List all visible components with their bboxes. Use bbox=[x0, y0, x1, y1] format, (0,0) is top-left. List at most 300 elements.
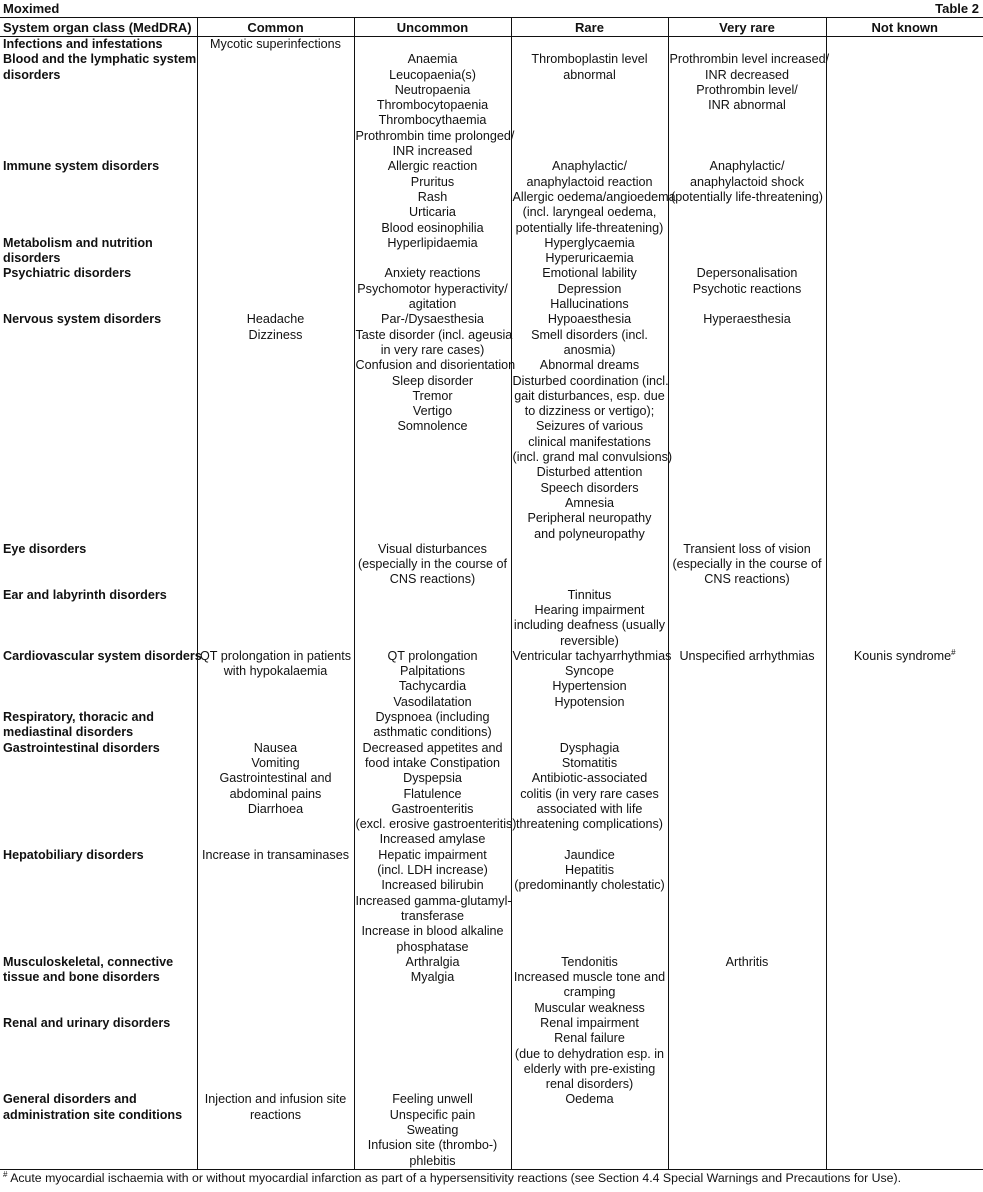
document-header bbox=[0, 0, 983, 17]
entry-text: Stomatitis bbox=[561, 755, 618, 770]
reaction-entry bbox=[513, 955, 667, 970]
cell-soc bbox=[0, 1092, 197, 1169]
column-header-common: Common bbox=[197, 18, 354, 37]
table-row bbox=[0, 312, 983, 541]
entry-text: Urticaria bbox=[409, 205, 456, 220]
entry-text: INR increased bbox=[392, 144, 473, 159]
entry-text: abnormal bbox=[563, 67, 616, 82]
reaction-entry bbox=[356, 756, 510, 771]
reaction-entry bbox=[513, 695, 667, 710]
entry-text: Leucopaenia(s) bbox=[389, 67, 476, 82]
reaction-entry bbox=[356, 1092, 510, 1107]
cell-uncommon bbox=[354, 955, 511, 1016]
entry-text: administration site conditions bbox=[3, 1107, 183, 1122]
cell-uncommon bbox=[354, 649, 511, 710]
entry-text: Sweating bbox=[406, 1123, 459, 1138]
cell-not-known bbox=[826, 848, 983, 955]
entry-text: Anxiety reactions bbox=[384, 266, 481, 281]
reaction-entry bbox=[513, 159, 667, 174]
reaction-entry bbox=[513, 374, 667, 389]
cell-soc bbox=[0, 955, 197, 1016]
cell-soc bbox=[0, 236, 197, 267]
table-row bbox=[0, 542, 983, 588]
entry-text: Feeling unwell bbox=[392, 1092, 473, 1107]
table-header-row bbox=[0, 18, 983, 37]
system-organ-class-label bbox=[3, 236, 196, 251]
entry-text: Arthralgia bbox=[405, 954, 460, 969]
cell-rare bbox=[511, 159, 676, 235]
entry-text: Tinnitus bbox=[567, 587, 612, 602]
reaction-entry bbox=[513, 1001, 667, 1016]
cell-very-rare bbox=[668, 52, 830, 159]
reaction-entry bbox=[199, 802, 353, 817]
cell-rare bbox=[511, 648, 672, 710]
reaction-entry bbox=[356, 236, 510, 251]
entry-text: (incl. laryngeal oedema, bbox=[522, 205, 657, 220]
entry-text: Hypertension bbox=[552, 679, 627, 694]
entry-text: Increased amylase bbox=[379, 832, 486, 847]
entry-text: Gastrointestinal disorders bbox=[3, 740, 160, 755]
entry-text: Increase in blood alkaline bbox=[361, 924, 504, 939]
cell-uncommon bbox=[354, 159, 511, 235]
reaction-entry bbox=[355, 358, 516, 373]
reaction-entry bbox=[513, 404, 667, 419]
reaction-entry bbox=[513, 863, 667, 878]
cell-rare bbox=[511, 542, 668, 588]
reaction-entry bbox=[513, 496, 667, 511]
reaction-entry bbox=[670, 557, 825, 572]
reaction-entry bbox=[356, 664, 510, 679]
cell-not-known bbox=[826, 741, 983, 848]
entry-text: anosmia) bbox=[563, 342, 616, 357]
reaction-entry bbox=[513, 266, 667, 281]
cell-common bbox=[197, 649, 354, 710]
reaction-entry bbox=[670, 266, 825, 281]
table-row bbox=[0, 52, 983, 159]
reaction-entry bbox=[355, 128, 515, 144]
reaction-entry bbox=[513, 511, 667, 526]
entry-text: (due to dehydration esp. in bbox=[514, 1046, 665, 1061]
reaction-entry bbox=[356, 343, 510, 358]
cell-not-known bbox=[826, 955, 983, 1016]
cell-soc bbox=[0, 542, 197, 588]
cell-soc bbox=[0, 588, 197, 649]
entry-text: Depersonalisation bbox=[696, 266, 798, 281]
entry-text: (predominantly cholestatic) bbox=[514, 878, 665, 893]
reaction-entry bbox=[513, 435, 667, 450]
entry-text: reactions bbox=[249, 1107, 302, 1122]
cell-rare bbox=[511, 588, 668, 649]
cell-very-rare bbox=[668, 741, 826, 848]
reaction-entry bbox=[356, 848, 510, 863]
entry-text: Dyspepsia bbox=[403, 771, 462, 786]
entry-text: Dyspnoea (including bbox=[375, 710, 490, 725]
entry-text: and polyneuropathy bbox=[534, 526, 645, 541]
cell-common bbox=[197, 588, 354, 649]
reaction-entry bbox=[513, 802, 667, 817]
entry-text: gait disturbances, esp. due bbox=[514, 388, 665, 403]
cell-common bbox=[197, 955, 354, 1016]
entry-text: phosphatase bbox=[396, 939, 469, 954]
entry-text: tissue and bone disorders bbox=[3, 970, 160, 985]
entry-text: Dizziness bbox=[248, 327, 303, 342]
table-row bbox=[0, 1092, 983, 1169]
entry-text: Diarrhoea bbox=[247, 801, 304, 816]
entry-text: Kounis syndrome bbox=[853, 648, 952, 663]
reaction-entry bbox=[199, 848, 353, 863]
reaction-entry bbox=[512, 648, 672, 664]
cell-rare bbox=[511, 955, 668, 1016]
entry-text: Myalgia bbox=[410, 970, 455, 985]
entry-text: Mycotic superinfections bbox=[210, 37, 341, 51]
table-row bbox=[0, 159, 983, 235]
entry-text: disorders bbox=[3, 251, 61, 266]
reaction-entry bbox=[513, 205, 667, 220]
reaction-entry bbox=[356, 1108, 510, 1123]
reaction-entry bbox=[513, 1077, 667, 1092]
adverse-reactions-table bbox=[0, 17, 983, 1170]
entry-text: (especially in the course of bbox=[357, 557, 508, 572]
reaction-entry bbox=[513, 251, 667, 266]
entry-text: clinical manifestations bbox=[528, 434, 651, 449]
cell-common bbox=[197, 1016, 354, 1092]
footnote bbox=[3, 1171, 901, 1185]
reaction-entry bbox=[513, 588, 667, 603]
cell-not-known bbox=[826, 52, 983, 159]
reaction-entry bbox=[356, 557, 510, 572]
reaction-entry bbox=[199, 664, 353, 679]
cell-uncommon bbox=[354, 740, 517, 848]
entry-text: Gastroenteritis bbox=[391, 801, 474, 816]
entry-text: Hepatitis bbox=[565, 863, 614, 878]
entry-text: Ear and labyrinth disorders bbox=[3, 587, 167, 602]
reaction-entry bbox=[356, 312, 510, 327]
cell-rare bbox=[511, 848, 668, 955]
reaction-entry bbox=[356, 297, 510, 312]
reaction-entry bbox=[356, 404, 510, 419]
reaction-entry bbox=[356, 787, 510, 802]
entry-text: Visual disturbances bbox=[378, 541, 487, 556]
entry-text: Anaphylactic/ bbox=[552, 159, 627, 174]
entry-text: (excl. erosive gastroenteritis) bbox=[355, 817, 517, 832]
entry-text: Flatulence bbox=[403, 786, 462, 801]
table-body bbox=[0, 37, 983, 1170]
reaction-entry bbox=[199, 328, 353, 343]
reaction-entry bbox=[355, 327, 513, 343]
entry-text: Thromboplastin level bbox=[531, 52, 648, 67]
reaction-entry bbox=[513, 282, 667, 297]
cell-soc bbox=[0, 848, 197, 955]
cell-very-rare bbox=[668, 236, 826, 267]
entry-text: Blood and the lymphatic system bbox=[3, 52, 197, 67]
reaction-entry bbox=[356, 98, 510, 113]
entry-text: Increased gamma-glutamyl- bbox=[355, 893, 512, 908]
cell-not-known bbox=[826, 1016, 983, 1092]
entry-text: Injection and infusion site bbox=[204, 1092, 347, 1107]
table-row bbox=[0, 649, 983, 710]
reaction-entry bbox=[670, 68, 825, 83]
reaction-entry bbox=[356, 1123, 510, 1138]
reaction-entry bbox=[356, 159, 510, 174]
entry-text: Neutropaenia bbox=[394, 82, 471, 97]
entry-text: Hepatobiliary disorders bbox=[3, 847, 144, 862]
reaction-entry bbox=[513, 1062, 667, 1077]
entry-text: Hallucinations bbox=[550, 297, 629, 312]
reaction-entry bbox=[513, 465, 667, 480]
entry-text: anaphylactoid reaction bbox=[526, 174, 653, 189]
cell-soc bbox=[0, 37, 197, 53]
entry-text: abdominal pains bbox=[229, 786, 322, 801]
reaction-entry bbox=[356, 266, 510, 281]
reaction-entry bbox=[513, 970, 667, 985]
entry-text: Confusion and disorientation bbox=[355, 358, 516, 373]
entry-text: Psychiatric disorders bbox=[3, 266, 132, 281]
reaction-entry bbox=[513, 756, 667, 771]
cell-not-known bbox=[826, 1092, 983, 1169]
entry-text: reversible) bbox=[560, 633, 619, 648]
reaction-entry bbox=[356, 802, 510, 817]
reaction-entry bbox=[356, 374, 510, 389]
entry-text: Infusion site (thrombo-) bbox=[367, 1138, 498, 1153]
cell-uncommon bbox=[354, 52, 515, 159]
cell-very-rare bbox=[668, 266, 826, 312]
cell-very-rare bbox=[668, 312, 826, 541]
cell-not-known bbox=[826, 312, 983, 541]
reaction-entry bbox=[512, 450, 673, 465]
entry-text: (incl. LDH increase) bbox=[377, 863, 488, 878]
entry-text: Unspecified arrhythmias bbox=[679, 648, 815, 663]
reaction-entry bbox=[356, 679, 510, 694]
entry-text: Antibiotic-associated bbox=[531, 771, 648, 786]
cell-rare bbox=[511, 1092, 668, 1169]
table-row bbox=[0, 955, 983, 1016]
entry-text: Musculoskeletal, connective bbox=[3, 954, 174, 969]
system-organ-class-label bbox=[3, 159, 196, 174]
entry-text: Prothrombin time prolonged/ bbox=[355, 128, 515, 143]
entry-text: (incl. grand mal convulsions) bbox=[512, 450, 673, 465]
cell-common bbox=[197, 159, 354, 235]
cell-uncommon bbox=[354, 542, 511, 588]
entry-text: Prothrombin level/ bbox=[696, 82, 798, 97]
entry-text: Hyperuricaemia bbox=[545, 251, 634, 266]
entry-text: associated with life bbox=[536, 801, 643, 816]
reaction-entry bbox=[513, 679, 667, 694]
cell-rare bbox=[511, 312, 673, 541]
reaction-entry bbox=[356, 771, 510, 786]
cell-soc bbox=[0, 159, 197, 235]
system-organ-class-label bbox=[3, 312, 196, 327]
entry-text: Hyperaesthesia bbox=[703, 312, 791, 327]
cell-uncommon bbox=[354, 588, 511, 649]
cell-uncommon bbox=[354, 266, 511, 312]
reaction-entry bbox=[199, 1092, 353, 1107]
reaction-entry bbox=[670, 282, 825, 297]
entry-text: CNS reactions) bbox=[389, 572, 476, 587]
entry-text: Speech disorders bbox=[540, 480, 639, 495]
entry-text: Jaundice bbox=[564, 847, 615, 862]
entry-text: Abnormal dreams bbox=[539, 358, 640, 373]
entry-text: anaphylactoid shock bbox=[689, 174, 805, 189]
reaction-entry bbox=[356, 741, 510, 756]
entry-text: (potentially life-threatening) bbox=[671, 189, 823, 204]
reaction-entry bbox=[513, 527, 667, 542]
reaction-entry bbox=[513, 328, 667, 343]
system-organ-class-label bbox=[3, 542, 196, 557]
reaction-entry bbox=[356, 175, 510, 190]
entry-text: Vertigo bbox=[412, 404, 453, 419]
table-row bbox=[0, 266, 983, 312]
reaction-entry bbox=[356, 389, 510, 404]
reaction-entry bbox=[670, 572, 825, 587]
entry-text: agitation bbox=[408, 297, 457, 312]
system-organ-class-label bbox=[3, 588, 196, 603]
reaction-entry bbox=[356, 940, 510, 955]
entry-text: Thrombocythaemia bbox=[378, 113, 487, 128]
reaction-entry bbox=[513, 771, 667, 786]
entry-text: Peripheral neuropathy bbox=[527, 511, 652, 526]
system-organ-class-label bbox=[3, 266, 196, 281]
reaction-entry bbox=[670, 175, 825, 190]
entry-text: Hepatic impairment bbox=[378, 847, 487, 862]
reaction-entry bbox=[356, 205, 510, 220]
entry-text: threatening complications) bbox=[515, 817, 663, 832]
entry-text: Emotional lability bbox=[542, 266, 637, 281]
entry-text: Cardiovascular system disorders bbox=[3, 648, 202, 663]
reaction-entry bbox=[670, 159, 825, 174]
footnote-reference-marker: # bbox=[951, 647, 956, 657]
reaction-entry bbox=[670, 190, 825, 205]
entry-text: Increased muscle tone and bbox=[513, 970, 666, 985]
reaction-entry bbox=[356, 542, 510, 557]
reaction-entry bbox=[513, 175, 667, 190]
cell-soc bbox=[0, 266, 197, 312]
reaction-entry bbox=[513, 664, 667, 679]
column-header-uncommon: Uncommon bbox=[354, 18, 511, 37]
entry-text: Palpitations bbox=[399, 664, 466, 679]
cell-common bbox=[197, 710, 354, 741]
cell-not-known bbox=[826, 236, 983, 267]
reaction-entry bbox=[513, 52, 667, 67]
entry-text: Gastrointestinal and bbox=[219, 771, 332, 786]
reaction-entry bbox=[513, 481, 667, 496]
cell-not-known bbox=[826, 37, 983, 53]
reaction-entry bbox=[670, 542, 825, 557]
entry-text: Transient loss of vision bbox=[683, 541, 811, 556]
system-organ-class-label bbox=[3, 52, 196, 67]
column-header-very-rare: Very rare bbox=[668, 18, 826, 37]
entry-text: Unspecific pain bbox=[389, 1107, 476, 1122]
cell-common bbox=[197, 52, 354, 159]
cell-soc bbox=[0, 312, 197, 541]
cell-uncommon bbox=[354, 848, 511, 955]
entry-text: Anaemia bbox=[407, 52, 458, 67]
column-header-soc: System organ class (MedDRA) bbox=[0, 18, 197, 37]
entry-text: Headache bbox=[246, 312, 305, 327]
entry-text: Seizures of various bbox=[535, 419, 644, 434]
reaction-entry bbox=[513, 358, 667, 373]
reaction-entry bbox=[356, 144, 510, 159]
table-label: Table 2 bbox=[935, 1, 979, 16]
cell-very-rare bbox=[668, 955, 826, 1016]
cell-soc bbox=[0, 648, 202, 710]
cell-rare bbox=[511, 710, 668, 741]
reaction-entry bbox=[356, 1138, 510, 1153]
entry-text: Nausea bbox=[253, 740, 298, 755]
entry-text: Vomiting bbox=[251, 755, 300, 770]
cell-not-known bbox=[826, 542, 983, 588]
table-row bbox=[0, 1016, 983, 1092]
cell-very-rare bbox=[668, 848, 826, 955]
entry-text: Smell disorders (incl. bbox=[531, 327, 648, 342]
entry-text: Muscular weakness bbox=[534, 1000, 645, 1015]
reaction-entry bbox=[199, 771, 353, 786]
entry-text: renal disorders) bbox=[545, 1077, 634, 1092]
system-organ-class-label bbox=[3, 710, 196, 725]
reaction-entry bbox=[356, 924, 510, 939]
table-row bbox=[0, 588, 983, 649]
entry-text: Dysphagia bbox=[559, 740, 620, 755]
reaction-entry bbox=[513, 741, 667, 756]
entry-text: Increased bilirubin bbox=[381, 878, 484, 893]
reaction-entry bbox=[512, 189, 676, 205]
entry-text: colitis (in very rare cases bbox=[520, 786, 659, 801]
entry-text: Tachycardia bbox=[398, 679, 467, 694]
cell-rare bbox=[511, 236, 668, 267]
cell-very-rare bbox=[668, 159, 826, 235]
reaction-entry bbox=[356, 649, 510, 664]
cell-common bbox=[197, 266, 354, 312]
cell-very-rare bbox=[668, 542, 826, 588]
cell-soc bbox=[0, 710, 197, 741]
column-header-not-known: Not known bbox=[826, 18, 983, 37]
entry-text: Thrombocytopaenia bbox=[376, 98, 489, 113]
entry-text: Decreased appetites and bbox=[362, 740, 503, 755]
entry-text: Ventricular tachyarrhythmias bbox=[512, 648, 672, 663]
cell-uncommon bbox=[354, 37, 511, 53]
cell-common bbox=[197, 848, 354, 955]
reaction-entry bbox=[356, 832, 510, 847]
entry-text: Disturbed coordination (incl. bbox=[512, 373, 669, 388]
entry-text: asthmatic conditions) bbox=[373, 725, 492, 740]
entry-text: Renal failure bbox=[554, 1031, 625, 1046]
cell-common bbox=[197, 1092, 354, 1169]
entry-text: in very rare cases) bbox=[380, 342, 485, 357]
footnote-text: Acute myocardial ischaemia with or without myocardial infarction as part of a hypersensitivity reactions (see Section 4.4 Special Warnings and Precautions for Use). bbox=[10, 1171, 901, 1185]
reaction-entry bbox=[356, 725, 510, 740]
entry-text: QT prolongation bbox=[387, 648, 478, 663]
system-organ-class-label bbox=[3, 1108, 196, 1123]
reaction-entry bbox=[670, 83, 825, 98]
entry-text: QT prolongation in patients bbox=[200, 648, 351, 663]
entry-text: Hyperglycaemia bbox=[544, 235, 635, 250]
entry-text: Renal impairment bbox=[540, 1016, 639, 1030]
system-organ-class-label bbox=[3, 251, 196, 266]
cell-uncommon bbox=[354, 236, 511, 267]
entry-text: Rash bbox=[417, 189, 448, 204]
entry-text: potentially life-threatening) bbox=[515, 220, 664, 235]
table-row bbox=[0, 848, 983, 955]
reaction-entry bbox=[356, 710, 510, 725]
entry-text: Syncope bbox=[564, 664, 614, 679]
entry-text: Somnolence bbox=[397, 419, 468, 434]
entry-text: including deafness (usually bbox=[513, 618, 666, 633]
reaction-entry bbox=[513, 634, 667, 649]
reaction-entry bbox=[356, 955, 510, 970]
entry-text: Pruritus bbox=[410, 174, 455, 189]
reaction-entry bbox=[513, 389, 667, 404]
entry-text: General disorders and bbox=[3, 1092, 137, 1107]
cell-very-rare bbox=[668, 37, 826, 53]
